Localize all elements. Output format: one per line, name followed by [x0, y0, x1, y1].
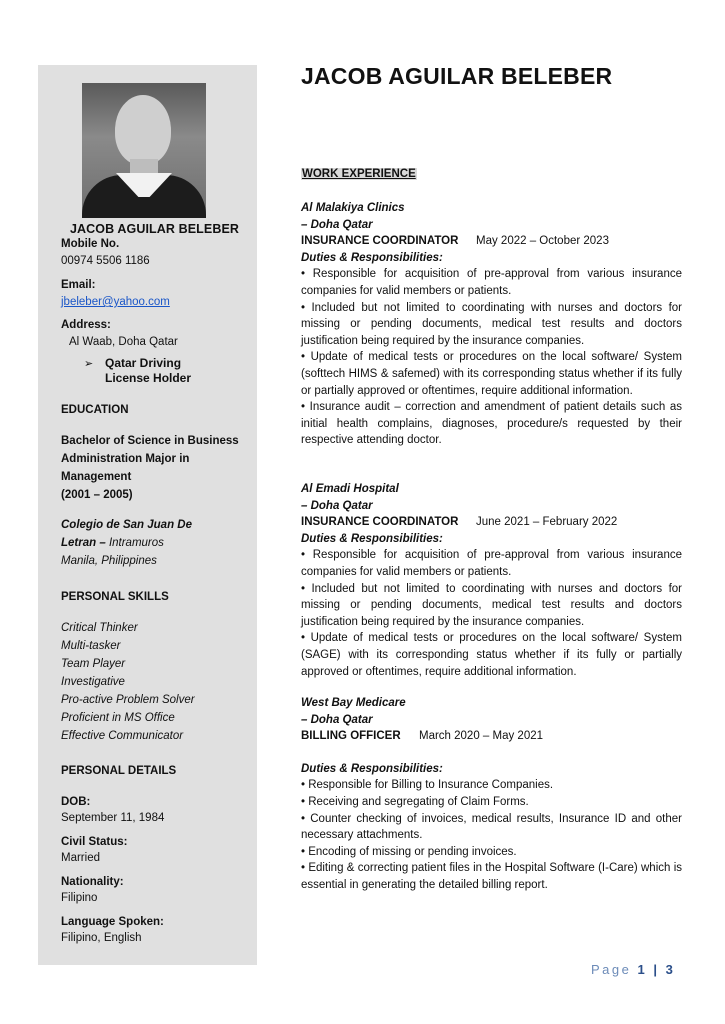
degree-years: (2001 – 2005) — [61, 489, 133, 501]
school-name-cont: Letran – — [61, 537, 106, 549]
school-block — [61, 516, 192, 570]
civil-status-label: Civil Status: — [61, 836, 128, 848]
duty-item: • Insurance audit – correction and amendment of patient details such as initial health complains, diagnoses, procedure/s requested by their respective attending doctor. — [301, 401, 682, 447]
skill-item: Team Player — [61, 658, 126, 670]
job-entry — [301, 200, 682, 449]
address-label: Address: — [61, 319, 111, 331]
duties-label: Duties & Responsibilities: — [301, 251, 443, 264]
page-separator: | — [653, 962, 660, 977]
skills-list — [61, 619, 195, 745]
page-number — [591, 962, 675, 977]
language-value: Filipino, English — [61, 932, 142, 944]
duty-item: • Counter checking of invoices, medical results, Insurance ID and other necessary attachments. — [301, 812, 682, 842]
duty-item: • Update of medical tests or procedures on the local software/ System (SAGE) with its corresponding status whether if its fully or partially approved or oftentimes, require additional information. — [301, 632, 682, 678]
duty-item: • Receiving and segregating of Claim Forms. — [301, 795, 529, 808]
duty-item: • Responsible for acquisition of pre-approval from various insurance companies for valid members or patients. — [301, 268, 682, 297]
license-line-1: Qatar Driving — [105, 356, 182, 370]
school-campus: Intramuros — [105, 537, 164, 549]
company-name: Al Emadi Hospital — [301, 483, 399, 495]
duty-item: • Update of medical tests or procedures on the local software/ System (softtech HIMS & safemed) with its corresponding status whether if its fully or partially approved or oftentimes, require additional information. — [301, 351, 682, 397]
company-name: Al Malakiya Clinics — [301, 202, 405, 214]
company-name: West Bay Medicare — [301, 697, 406, 709]
duties-label: Duties & Responsibilities: — [301, 762, 443, 775]
duty-item: • Responsible for acquisition of pre-approval from various insurance companies for valid members or patients. — [301, 549, 682, 578]
mobile-value: 00974 5506 1186 — [61, 255, 150, 267]
degree-line: Management — [61, 471, 132, 483]
job-dates: May 2022 – October 2023 — [476, 235, 609, 248]
job-dates: March 2020 – May 2021 — [419, 730, 544, 743]
dob-value: September 11, 1984 — [61, 812, 165, 824]
skill-item: Proficient in MS Office — [61, 712, 175, 724]
address-value: Al Waab, Doha Qatar — [69, 336, 178, 348]
page-title: JACOB AGUILAR BELEBER — [301, 63, 613, 89]
company-location: – Doha Qatar — [301, 713, 373, 726]
skill-item: Pro-active Problem Solver — [61, 694, 195, 706]
job-role: INSURANCE COORDINATOR — [301, 235, 459, 248]
duty-item: • Editing & correcting patient files in the Hospital Software (I-Care) which is essential in generating the detailed billing report. — [301, 862, 682, 891]
total-pages: 3 — [665, 962, 676, 977]
degree-line: Bachelor of Science in Business — [61, 435, 239, 447]
current-page: 1 — [637, 962, 648, 977]
nationality-label: Nationality: — [61, 876, 124, 888]
details-heading: PERSONAL DETAILS — [61, 765, 177, 777]
school-location: Manila, Philippines — [61, 555, 157, 567]
skill-item: Effective Communicator — [61, 730, 184, 742]
duty-item: • Responsible for Billing to Insurance Companies. — [301, 779, 554, 792]
mobile-label: Mobile No. — [61, 238, 120, 250]
sidebar-name: JACOB AGUILAR BELEBER — [70, 222, 240, 236]
profile-photo — [82, 83, 206, 218]
skill-item: Critical Thinker — [61, 622, 138, 634]
license-note — [105, 356, 191, 386]
company-location: – Doha Qatar — [301, 218, 373, 231]
degree-block — [61, 432, 239, 504]
job-role: INSURANCE COORDINATOR — [301, 516, 459, 529]
dob-label: DOB: — [61, 796, 91, 808]
skill-item: Multi-tasker — [61, 640, 121, 652]
email-label: Email: — [61, 279, 96, 291]
job-entry — [301, 695, 682, 894]
job-entry — [301, 481, 682, 680]
license-line-2: License Holder — [105, 371, 192, 385]
company-location: – Doha Qatar — [301, 499, 373, 512]
duty-item: • Encoding of missing or pending invoices. — [301, 845, 517, 858]
duty-item: • Included but not limited to coordinating with nurses and doctors for missing or pending documents, medical test results and doctors justification being required by the insurance companies. — [301, 582, 682, 628]
duty-item: • Included but not limited to coordinating with nurses and doctors for missing or pending documents, medical test results and doctors justification being required by the insurance companies. — [301, 301, 682, 347]
education-heading: EDUCATION — [61, 404, 129, 416]
nationality-value: Filipino — [61, 892, 98, 904]
job-role: BILLING OFFICER — [301, 730, 401, 743]
work-experience-heading: WORK EXPERIENCE — [302, 168, 416, 180]
school-name: Colegio de San Juan De — [61, 519, 192, 531]
email-link[interactable]: jbeleber@yahoo.com — [61, 296, 170, 308]
arrow-bullet-icon: ➢ — [84, 358, 94, 370]
skills-heading: PERSONAL SKILLS — [61, 591, 169, 603]
duties-label: Duties & Responsibilities: — [301, 532, 443, 545]
civil-status-value: Married — [61, 852, 100, 864]
skill-item: Investigative — [61, 676, 125, 688]
job-dates: June 2021 – February 2022 — [476, 516, 618, 529]
degree-line: Administration Major in — [61, 453, 190, 465]
language-label: Language Spoken: — [61, 916, 164, 928]
page-word: Page — [591, 962, 632, 977]
